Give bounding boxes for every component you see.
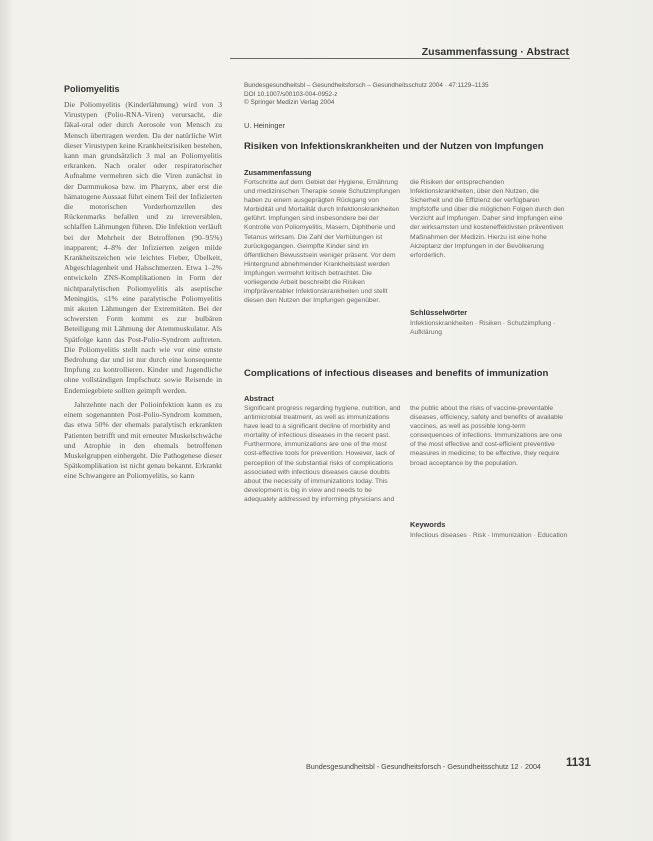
citation-line: © Springer Medizin Verlag 2004 (244, 99, 335, 107)
author: U. Heininger (244, 121, 286, 130)
schluesselwoerter-list: Infektionskrankheiten · Risiken · Schutzimpfung · Aufklärung (410, 320, 556, 337)
left-column-title: Poliomyelitis (64, 84, 120, 94)
keywords-heading: Keywords (410, 520, 446, 529)
zusammenfassung-column-2: die Risiken der entsprechenden Infektionskrankheiten, über den Nutzen, die Sicherheit und die Effizienz der verfügbaren Impfstoffe und über die möglichen Folgen durch den Verzicht auf Impfungen. Daher sind Impfungen eine der wirksamsten und kosteneffektivsten präventiven Maßnahmen der Medizin. Hierzu ist eine hohe Akzeptanz der Impfungen in der Bevölkerung erforderlich. (410, 179, 565, 259)
left-column-text (64, 100, 222, 486)
page-number: 1131 (566, 757, 591, 769)
section-title: Zusammenfassung · Abstract (421, 46, 569, 58)
abstract-heading: Abstract (244, 394, 274, 403)
citation-block (244, 82, 544, 108)
abstract-column-2: the public about the risks of vaccine-preventable diseases, efficiency, safety and benefits of available vaccines, as well as possible long-term consequences of infections. Immunizations are one of the most effective and cost-efficient preventive measures in medicine; to be effective, they require broad acceptance by the population. (410, 405, 563, 467)
abstract-column-1: Significant progress regarding hygiene, nutrition, and antimicrobial treatment, as well as immunizations have lead to a significant decline of morbidity and mortality of infectious diseases in the recent past. Furthermore, immunizations are one of the most cost-effective tools for prevention. However, lack of perception of the substantial risks of complications associated with infectious diseases cause doubts about the necessity of immunizations today. This development is big in view and needs to be adequately addressed by informing physicians and (244, 405, 401, 503)
article-title-german: Risiken von Infektionskrankheiten und der Nutzen von Impfungen (244, 141, 544, 152)
left-paragraph-1: Die Poliomyelitis (Kinderlähmung) wird von 3 Virustypen (Polio-RNA-Viren) verursacht, die fäkal-oral oder durch Aerosole von Mensch zu Mensch übertragen werden. Da der natürliche Wirt dieser Virustypen keine Krankheitsrisiken bestehen, kann man grundsätzlich 3 mal an Poliomyelitis erkranken. Nach oraler oder respiratorischer Aufnahme vermehren sich die Viren zunächst in der Darmmukosa bzw. im Pharynx, aber erst die hämatogene Aussaat führt einem Teil der Infizierten die motorischen Vorderhornzellen des Rückenmarks befallen und zu irreversiblen, schlaffen Lähmungen führen. Die Infektion verläuft bei der Mehrheit der Betroffenen (90–95%) inapparent; 4–8% der Infizierten zeigen milde Krankheitszeichen wie leichtes Fieber, Übelkeit, Abgeschlagenheit und Halsschmerzen. Etwa 1–2% entwickeln ZNS-Komplikationen in Form der nichtparalytischen Poliomyelitis als aseptische Meningitis, ≤1% eine paralytische Poliomyelitis mit akuten Lähmungen der Extremitäten. Bei der schwersten Form kommt es zur bulbären Beteiligung mit Lähmung der Atemmuskulatur. Als Spätfolge kann das Post-Polio-Syndrom auftreten. Die Poliomyelitis stellt nach wie vor eine ernste Bedrohung dar und ist nur durch eine konsequente Impfung zu kontrollieren. Kinder und Jugendliche ohne vollständigen Impfschutz sowie Reisende in Endemiegebiete sollten geimpft werden. (64, 100, 222, 395)
schluesselwoerter-heading: Schlüsselwörter (410, 308, 468, 317)
zusammenfassung-column-1: Fortschritte auf dem Gebiet der Hygiene, Ernährung und medizinischen Therapie sowie Schutzimpfungen haben zu einem ausgeprägten Rückgang von Morbidität und Mortalität durch Infektionskrankheiten geführt. Impfungen sind insbesondere bei der Kontrolle von Poliomyelitis, Masern, Diphtherie und Tetanus wirksam. Die Zahl der Verhütungen ist zurückgegangen. Geimpfte Kinder sind im öffentlichen Bewusstsein weniger präsent. Vor dem Hintergrund abnehmender Krankheitslast werden Impfungen vermehrt kritisch betrachtet. Die vorliegende Arbeit beschreibt die Risiken impfpräventabler Infektionskrankheiten und stellt diesen den Nutzen der Impfungen gegenüber. (244, 179, 401, 305)
left-paragraph-2: Jahrzehnte nach der Polioinfektion kann es zu einem sogenannten Post-Polio-Syndrom kommen, das etwa 50% der ehemals paralytisch erkrankten Patienten betrifft und mit erneuter Muskelschwäche und Atrophie in den ehemals betroffenen Muskelgruppen einhergeht. Die Pathogenese dieser Spätkomplikation ist nicht genau bekannt. Erkrankt eine Schwangere an Poliomyelitis, so kann (64, 399, 222, 481)
zusammenfassung-heading: Zusammenfassung (244, 168, 312, 177)
footer-journal: Bundesgesundheitsbl - Gesundheitsforsch - Gesundheitsschutz 12 · 2004 (306, 762, 541, 771)
header-rule (230, 58, 570, 59)
citation-line: DOI 10.1007/s00103-004-0952-z (244, 90, 338, 98)
article-title-english: Complications of infectious diseases and benefits of immunization (244, 368, 549, 379)
citation-line: Bundesgesundheitsbl – Gesundheitsforsch – Gesundheitsschutz 2004 · 47:1129–1135 (244, 82, 489, 89)
keywords-list: Infectious diseases · Risk · Immunization · Education (410, 532, 568, 539)
